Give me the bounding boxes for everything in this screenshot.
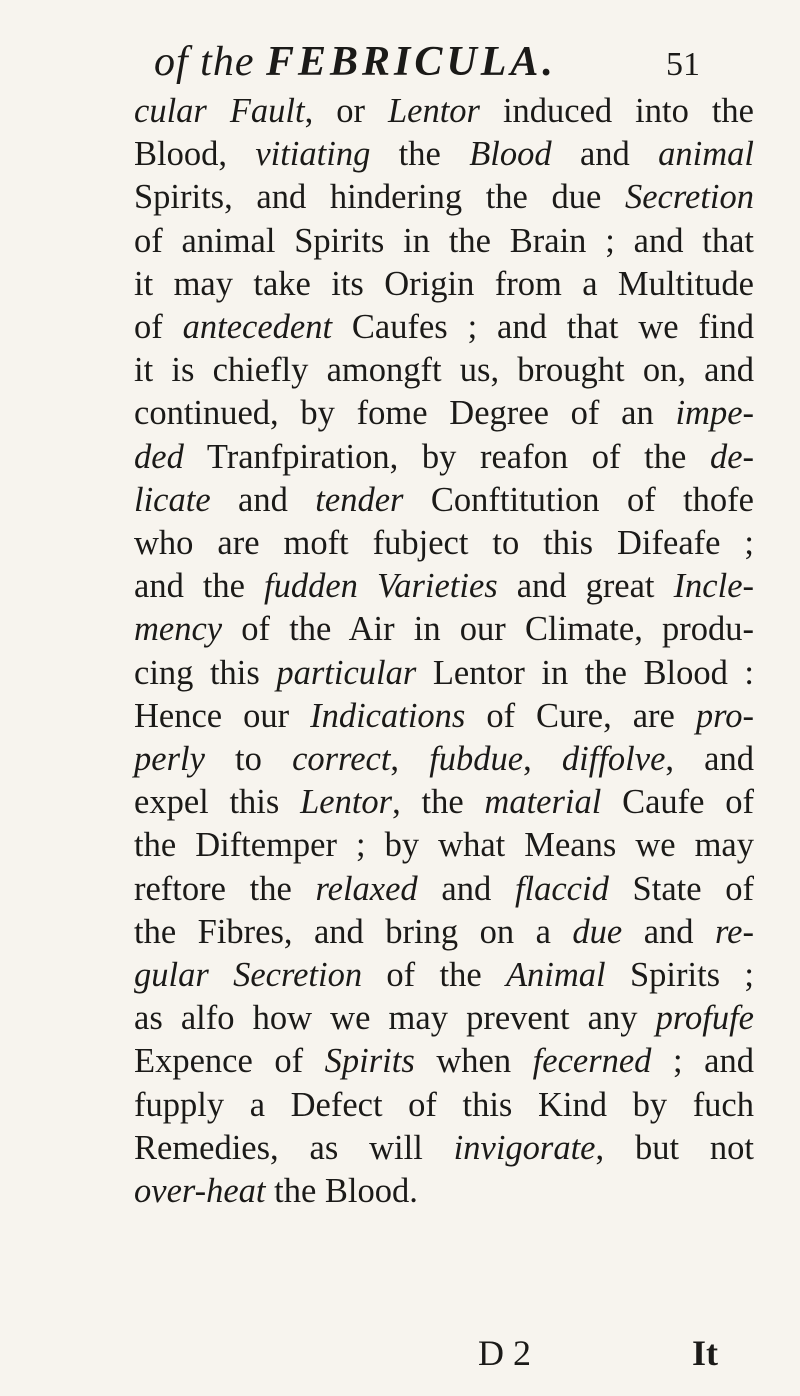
italic-text: relaxed [315,869,418,908]
text-line [134,1040,754,1083]
text-segment: of the Air in our Climate, produ- [222,610,754,649]
text-line [134,738,754,781]
italic-text: fubdue [429,740,524,779]
italic-text: Lentor [300,783,393,822]
text-segment: the Fibres, and bring on a [134,912,573,951]
text-line [134,306,754,349]
text-line [134,824,754,867]
italic-text: cular Fault [134,92,305,130]
text-segment: and [551,135,659,174]
italic-text: material [484,783,602,822]
page-number: 51 [666,46,700,83]
text-line [134,220,754,263]
text-line [134,997,754,1040]
text-segment: Caufes ; and that we find [332,308,754,347]
text-line [134,954,754,997]
text-line [134,392,754,435]
text-segment: Spirits, and hindering the due [134,178,625,217]
catchword: It [692,1333,718,1373]
italic-text: Blood [469,135,552,174]
italic-text: licate [134,480,211,519]
text-segment: , [390,740,430,779]
text-line [134,479,754,522]
italic-text: profufe [655,999,754,1038]
text-segment: expel this [134,783,301,822]
italic-text: over-heat [134,1172,266,1211]
text-segment: who are moft fubject to this Difeafe ; [134,524,754,563]
italic-text: invigorate [453,1128,596,1167]
text-segment: and [417,869,515,908]
text-segment: as alfo how we may prevent any [134,999,656,1038]
italic-text: Lentor [387,92,480,130]
text-line [134,652,754,695]
text-line [134,176,754,219]
italic-text: ded [134,437,184,476]
text-segment: the Diftemper ; by what Means we may [134,826,754,865]
text-segment: to [204,740,293,779]
text-segment: , but not [595,1128,754,1167]
text-line [134,608,754,651]
text-segment: of the [362,956,506,995]
page-header [140,38,700,98]
italic-text: flaccid [514,869,609,908]
text-line [134,1127,754,1170]
text-segment: reftore the [134,869,316,908]
text-segment: Hence our [134,696,311,735]
running-title-main: FEBRICULA. [265,39,557,85]
text-segment: when [414,1042,533,1081]
italic-text: pro- [695,696,754,735]
text-segment: Lentor in the Blood : [416,653,754,692]
text-segment: of animal Spirits in the Brain ; and that [134,221,754,260]
text-segment: cing this [134,653,277,692]
text-line [134,349,754,392]
body-text [134,90,754,1213]
text-segment: it may take its Origin from a Multitude [134,264,754,303]
text-segment: the [370,135,470,174]
text-line [134,133,754,176]
text-line [134,565,754,608]
text-segment: Remedies, as will [134,1128,454,1167]
page-footer [478,1332,718,1376]
italic-text: Animal [505,956,606,995]
italic-text: fecerned [532,1042,652,1081]
text-segment: Expence of [134,1042,325,1081]
italic-text: Incle- [673,567,755,606]
italic-text: particular [276,653,417,692]
text-segment: of Cure, are [465,696,696,735]
text-segment: induced into the [479,92,754,130]
text-segment: the Blood. [265,1172,418,1211]
text-line [134,695,754,738]
text-segment: and the [134,567,265,606]
text-segment: Conftitution of thofe [403,480,754,519]
text-segment: it is chiefly amongft us, brought on, and [134,351,754,390]
italic-text: diffolve [561,740,666,779]
italic-text: mency [134,610,223,649]
text-line [134,1084,754,1127]
italic-text: antecedent [182,308,333,347]
italic-text: Indications [310,696,466,735]
text-segment: State of [608,869,754,908]
italic-text: impe- [675,394,754,433]
text-segment: ; and [651,1042,754,1081]
text-segment: , the [392,783,485,822]
text-segment: of [134,308,183,347]
italic-text: fudden Varieties [264,567,498,606]
italic-text: due [572,912,623,951]
italic-text: re- [715,912,754,951]
text-segment: Spirits ; [605,956,754,995]
text-segment: fupply a Defect of this Kind by fuch [134,1085,754,1124]
italic-text: gular Secretion [134,956,363,995]
text-segment: Blood, [134,135,256,174]
text-line [134,911,754,954]
running-title-prefix: of the [154,39,255,85]
italic-text: de- [709,437,754,476]
running-title [154,38,557,86]
text-segment: Tranfpiration, by reafon of the [183,437,710,476]
signature-mark: D 2 [478,1333,531,1373]
text-segment: and [622,912,716,951]
text-line [134,522,754,565]
text-segment: , or [304,92,388,130]
italic-text: vitiating [255,135,371,174]
italic-text: Spirits [324,1042,415,1081]
text-line [134,263,754,306]
text-line [134,1170,754,1213]
text-line [134,781,754,824]
text-segment: , [523,740,562,779]
text-line [134,90,754,133]
italic-text: Secretion [624,178,754,217]
text-segment: , and [665,740,754,779]
italic-text: correct [292,740,391,779]
text-line [134,436,754,479]
text-segment: continued, by fome Degree of an [134,394,676,433]
text-line [134,868,754,911]
italic-text: animal [658,135,754,174]
text-segment: Caufe of [601,783,754,822]
text-segment: and [210,480,316,519]
italic-text: tender [315,480,404,519]
italic-text: perly [134,740,205,779]
text-segment: and great [497,567,674,606]
